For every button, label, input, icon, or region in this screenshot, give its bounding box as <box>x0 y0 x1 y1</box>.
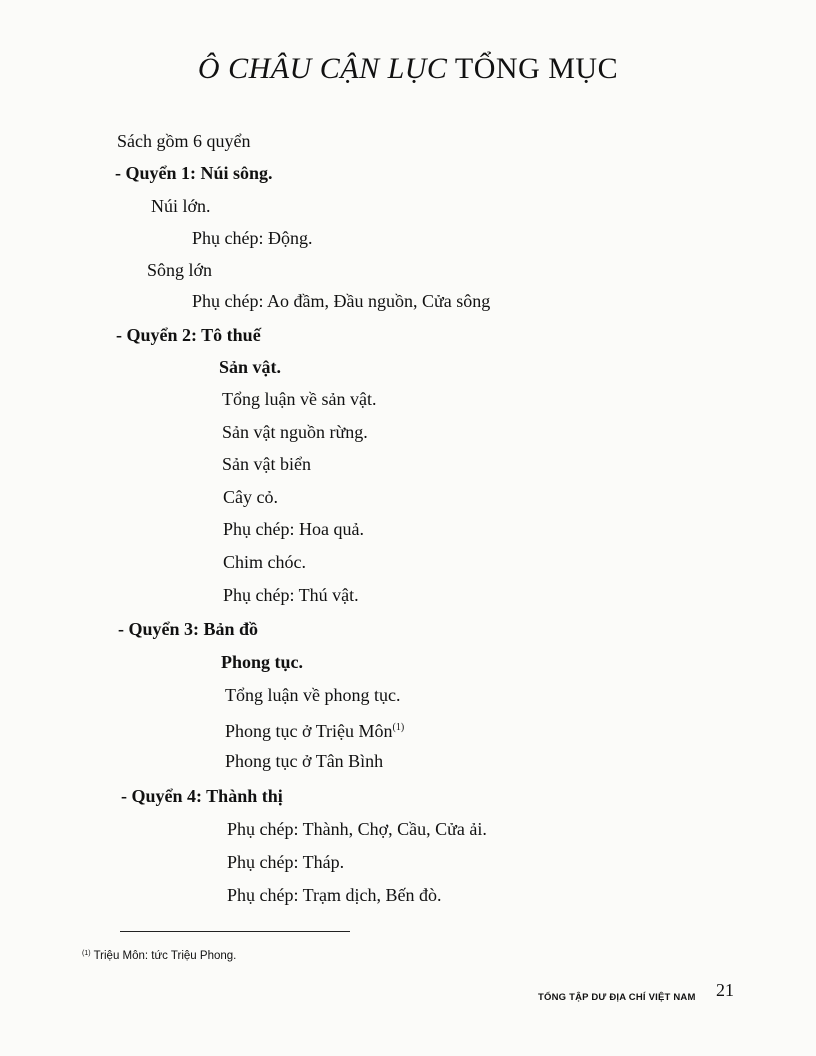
toc-line: Núi lớn. <box>151 196 211 216</box>
toc-line: Tổng luận về phong tục. <box>225 685 401 705</box>
toc-line: Phụ chép: Động. <box>192 228 313 248</box>
toc-line: Sản vật nguồn rừng. <box>222 422 368 442</box>
toc-line: Phong tục ở Tân Bình <box>225 751 384 771</box>
title-regular: TỔNG MỤC <box>454 52 619 85</box>
toc-line: Cây cỏ. <box>223 487 278 507</box>
toc-line-text: Phong tục ở Triệu Môn <box>225 721 393 741</box>
footnote-marker: (1) <box>82 950 91 957</box>
page-number: 21 <box>716 980 734 1000</box>
volume-3-heading: - Quyển 3: Bản đồ <box>118 619 259 639</box>
toc-line: Sông lớn <box>147 260 213 280</box>
footnote-divider <box>120 931 350 932</box>
volume-4-heading: - Quyển 4: Thành thị <box>121 786 283 806</box>
toc-line: Phụ chép: Ao đầm, Đầu nguồn, Cửa sông <box>192 291 491 311</box>
footnote <box>82 950 236 962</box>
toc-line: Phụ chép: Thú vật. <box>223 585 359 605</box>
toc-line: Tổng luận về sản vật. <box>222 389 377 409</box>
intro-line: Sách gồm 6 quyển <box>117 131 251 151</box>
footer-book-title: TỔNG TẬP DƯ ĐỊA CHÍ VIỆT NAM <box>538 992 696 1003</box>
toc-line: Phụ chép: Hoa quả. <box>223 519 364 539</box>
footnote-text: Triệu Môn: tức Triệu Phong. <box>93 950 237 962</box>
toc-line: Chim chóc. <box>223 552 306 572</box>
toc-line: Phụ chép: Thành, Chợ, Cầu, Cửa ải. <box>227 819 487 839</box>
toc-line-with-footnote <box>225 717 404 742</box>
section-heading: Phong tục. <box>221 652 304 672</box>
volume-2-heading: - Quyển 2: Tô thuế <box>116 325 261 345</box>
page-title <box>0 52 816 86</box>
toc-line: Phụ chép: Trạm dịch, Bến đò. <box>227 885 442 905</box>
footnote-reference: (1) <box>392 722 405 733</box>
volume-1-heading: - Quyển 1: Núi sông. <box>115 163 273 183</box>
title-italic: Ô CHÂU CẬN LỤC <box>197 52 448 85</box>
toc-line: Sản vật biển <box>222 454 311 474</box>
toc-line: Phụ chép: Tháp. <box>227 852 345 872</box>
section-heading: Sản vật. <box>219 357 282 377</box>
